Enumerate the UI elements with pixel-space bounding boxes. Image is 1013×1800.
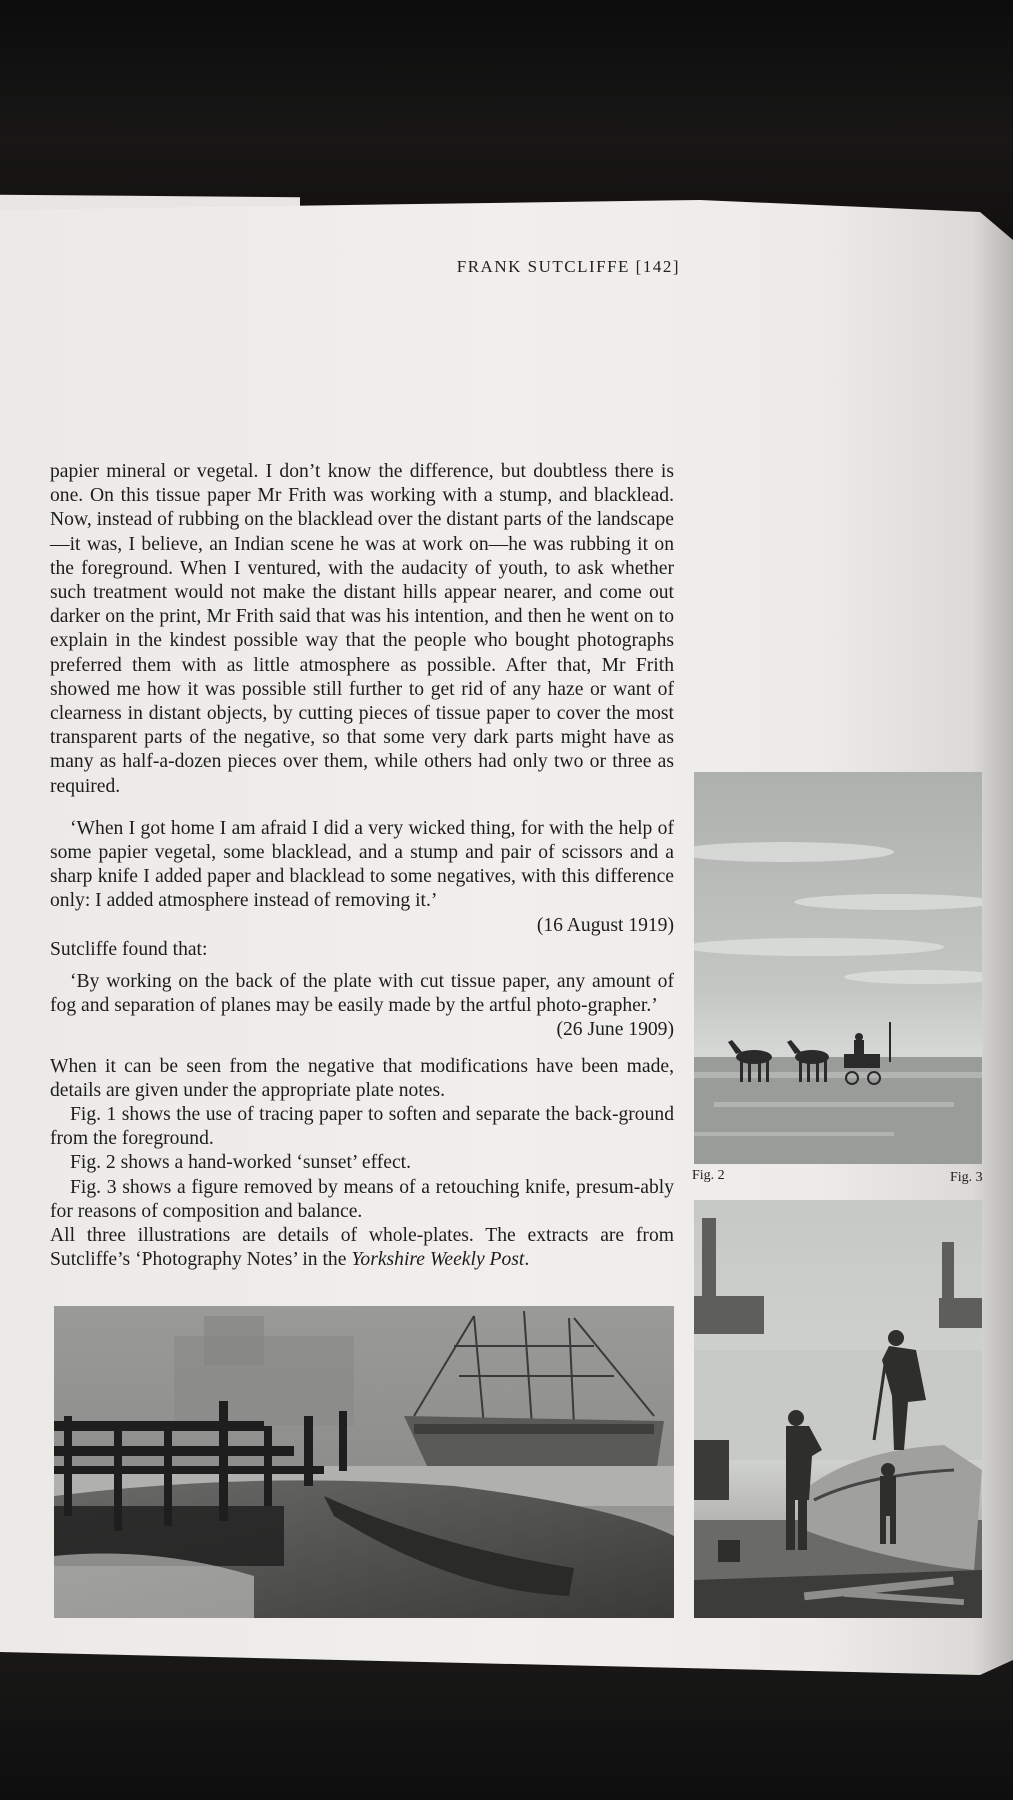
fig2-horses-photo (694, 772, 982, 1164)
running-head: FRANK SUTCLIFFE [142] (456, 257, 680, 276)
notes-line-3: Fig. 2 shows a hand-worked ‘sunset’ effect. (70, 1152, 411, 1174)
paragraph-frith: papier mineral or vegetal. I don’t know the difference, but doubtless there is one. On this tissue paper Mr Frith was working with a stump, and blacklead. Now, instead of rubbing on the blacklead over the distant parts of the landscape—it was, I believe, an Indian scene he was at work on—he was rubbing it on the foreground. When I ventured, with the audacity of youth, to ask whether such treatment would not make the distant hills appear nearer, and come out darker on the print, Mr Frith said that was his intention, and then he went on to explain in the kindest possible way that the people who bought photographs preferred them with as little atmosphere as possible. After that, Mr Frith showed me how it was possible still further to get rid of any haze or want of clearness in distant objects, by cutting pieces of tissue paper to cover the most transparent parts of the negative, so that some very dark parts might have as many as half-a-dozen pieces over them, while others had only two or three as required. (50, 461, 674, 797)
fig1-harbour-photo (54, 1306, 674, 1618)
fig3-caption: Fig. 3 (950, 1170, 983, 1185)
notes-line-4: Fig. 3 shows a figure removed by means of a retouching knife, presum-ably for reasons of composition and balance. (50, 1176, 674, 1222)
notes-line-5: All three illustrations are details of whole-plates. The extracts are from Sutcliffe’s ‘Photography Notes’ in the Yorkshire Weekly Post. (50, 1225, 674, 1271)
body-text (50, 460, 674, 1273)
quote-1909: ‘By working on the back of the plate with cut tissue paper, any amount of fog and separation of planes may be easily made by the artful photo-grapher.’ (50, 971, 674, 1017)
quote-1919: ‘When I got home I am afraid I did a very wicked thing, for with the help of some papier vegetal, some blacklead, and a stump and pair of scissors and a sharp knife I added paper and blacklead to some negatives, with this difference only: I added atmosphere instead of removing it.’ (50, 817, 674, 912)
date-1919: (16 August 1919) (536, 914, 674, 936)
intro-line: Sutcliffe found that: (50, 938, 208, 960)
publication-title: Yorkshire Weekly Post (351, 1249, 525, 1271)
notes-line-1: When it can be seen from the negative that modifications have been made, details are given under the appropriate plate notes. (50, 1055, 674, 1101)
fig3-fishermen-photo (694, 1200, 982, 1618)
fig2-caption: Fig. 2 (692, 1168, 725, 1183)
date-1909: (26 June 1909) (556, 1019, 674, 1041)
notes-line-2: Fig. 1 shows the use of tracing paper to soften and separate the back-ground from the foreground. (50, 1104, 674, 1150)
